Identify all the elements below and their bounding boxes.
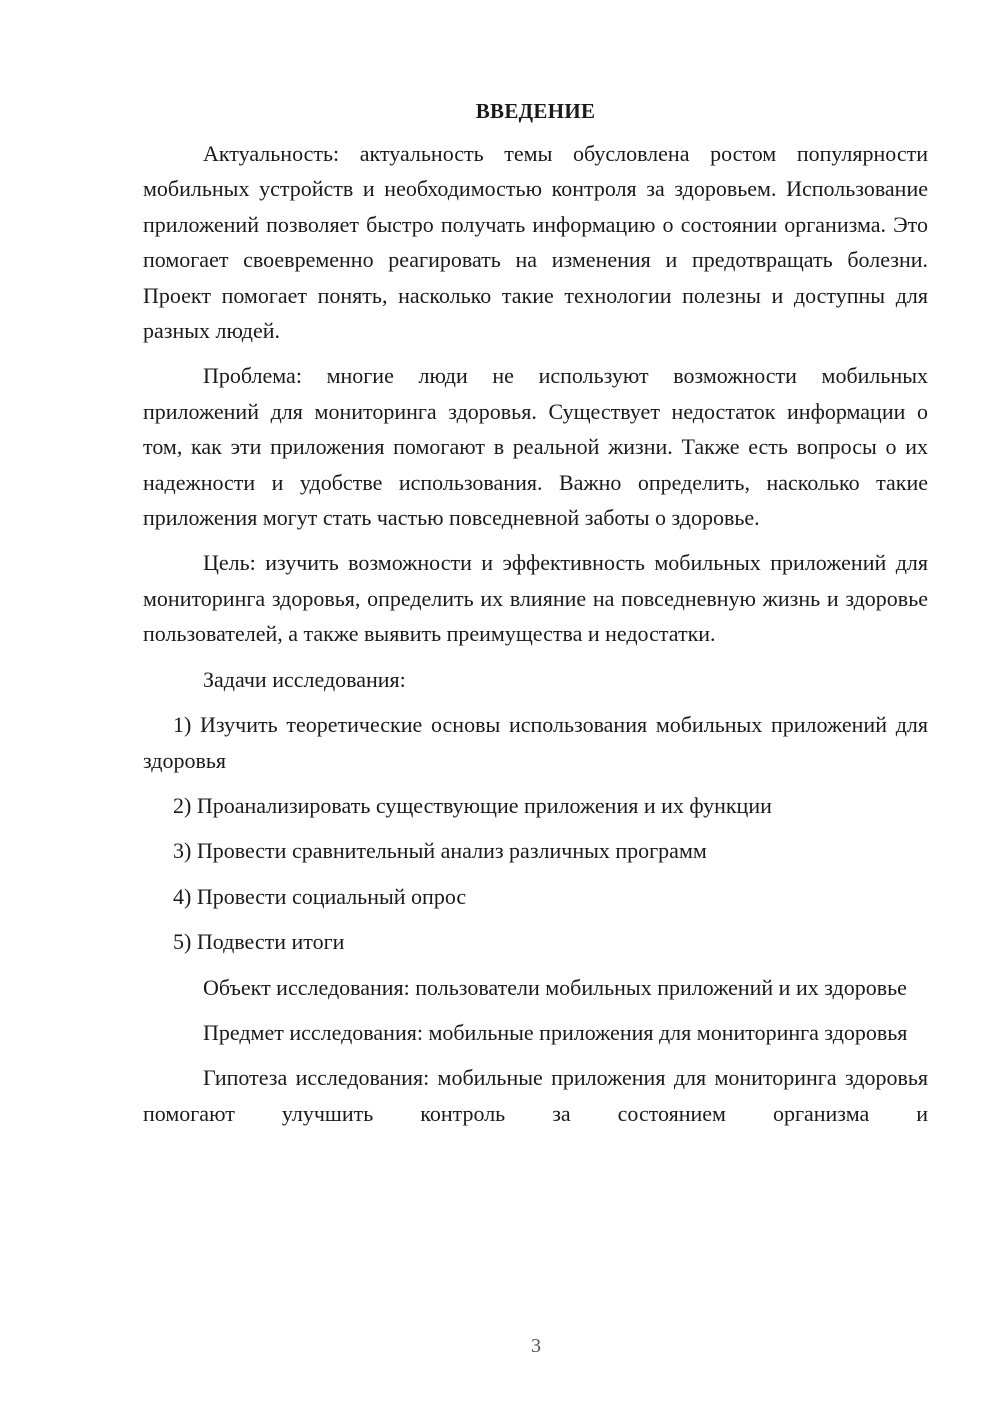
- paragraph-subject: Предмет исследования: мобильные приложения для мониторинга здоровья: [203, 1019, 908, 1045]
- task-item-1: 1) Изучить теоретические основы использования мобильных приложений для здоровья: [143, 712, 928, 773]
- task-item-2: 2) Проанализировать существующие приложения и их функции: [173, 792, 772, 818]
- paragraph-goal: Цель: изучить возможности и эффективность мобильных приложений для мониторинга здоровья, определить их влияние на повседневную жизнь и здоровье пользователей, а также выявить преимущества и недостатки.: [143, 550, 928, 647]
- task-item-3: 3) Провести сравнительный анализ различных программ: [173, 838, 707, 864]
- document-body: [143, 96, 928, 1141]
- paragraph-tasks-heading: Задачи исследования:: [203, 666, 406, 692]
- paragraph-object: Объект исследования: пользователи мобильных приложений и их здоровье: [203, 974, 907, 1000]
- paragraph-hypothesis: Гипотеза исследования: мобильные приложения для мониторинга здоровья помогают улучшить контроль за состоянием организма и: [143, 1065, 928, 1126]
- paragraph-relevance: Актуальность: актуальность темы обусловлена ростом популярности мобильных устройств и необходимостью контроля за здоровьем. Использование приложений позволяет быстро получать информацию о состоянии организма. Это помогает своевременно реагировать на изменения и предотвращать болезни. Проект помогает понять, насколько такие технологии полезны и доступны для разных людей.: [143, 141, 928, 344]
- page-title: ВВЕДЕНИЕ: [475, 99, 596, 123]
- paragraph-problem: Проблема: многие люди не используют возможности мобильных приложений для мониторинга здоровья. Существует недостаток информации о том, как эти приложения помогают в реальной жизни. Также есть вопросы о их надежности и удобстве использования. Важно определить, насколько такие приложения могут стать частью повседневной заботы о здоровье.: [143, 363, 928, 531]
- task-item-4: 4) Провести социальный опрос: [173, 883, 467, 909]
- task-item-5: 5) Подвести итоги: [173, 929, 345, 955]
- page-number: 3: [531, 1335, 541, 1357]
